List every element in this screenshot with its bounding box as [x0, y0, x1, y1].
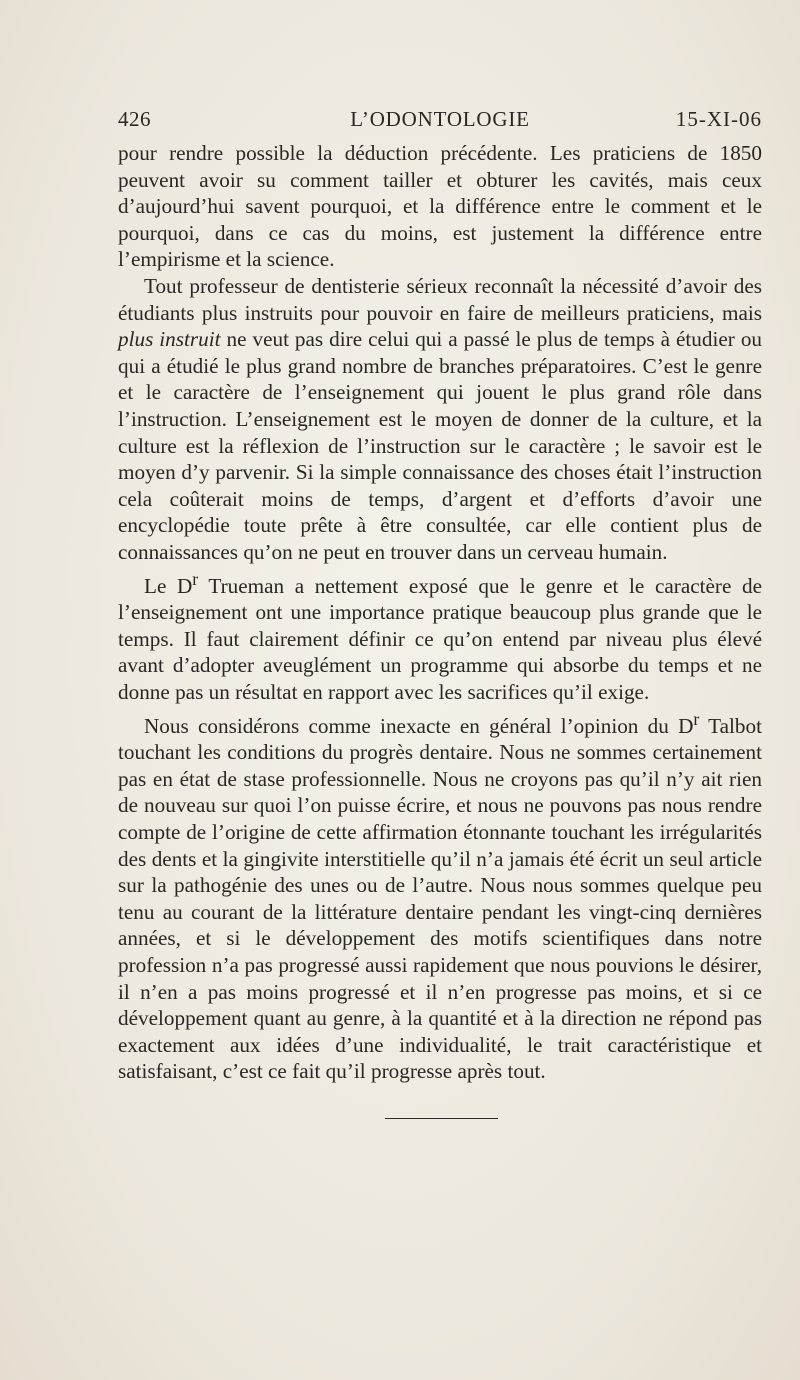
doctor-abbrev-sup: r: [192, 568, 199, 589]
paragraph-2-text-end: ne veut pas dire celui qui a passé le plus de temps à étudier ou qui a étudié le plus grand nombre de branches préparatoires. C’est le genre et le caractère de l’enseignement qui jouent le plus grand rôle dans l’instruction. L’enseignement est le moyen de donner de la culture, et la culture est la réflexion de l’instruction sur le caractère ; le savoir est le moyen d’y parvenir. Si la simple connaissance des choses était l’instruction cela coûterait moins de temps, d’argent et d’efforts d’avoir une encyclopédie toute prête à être consultée, car elle contient plus de connaissances qu’on ne peut en trouver dans un cerveau humain.: [118, 327, 763, 564]
running-header: [118, 104, 762, 134]
paragraph-4-text-end: Talbot touchant les conditions du progrès dentaire. Nous ne sommes certainement pas en état de stase professionnelle. Nous ne croyons pas qu’il n’y ait rien de nouveau sur quoi l’on puisse écrire, et nous ne pouvons pas nous rendre compte de l’origine de cette affirmation étonnante touchant les irrégularités des dents et la gingivite interstitielle qu’il n’a jamais été écrit un seul article sur la pathogénie des unes ou de l’autre. Nous nous sommes quelque peu tenu au courant de la littérature dentaire pendant les vingt-cinq dernières années, et si le développement des motifs scientifiques dans notre profession n’a pas progressé aussi rapidement que nous pouvions le désirer, il n’en a pas moins progressé et il n’en progresse pas moins, et si ce développement quant au genre, à la quantité et à la direction ne répond pas exactement aux idées d’une individualité, le trait caractéristique et satisfaisant, c’est ce fait qu’il progresse après tout.: [118, 713, 762, 1084]
paragraph-3: [118, 566, 762, 706]
paragraph-3-text-start: Le D: [144, 573, 193, 598]
emphasis-plus-instruit: plus instruit: [118, 327, 221, 352]
section-end-rule: [385, 1118, 498, 1119]
journal-title: L’ODONTOLOGIE: [350, 107, 530, 131]
paragraph-4-text-start: Nous considérons comme inexacte en général l’opinion du D: [144, 713, 694, 738]
doctor-abbrev-sup: r: [693, 708, 700, 729]
issue-date: 15-XI-06: [675, 107, 762, 131]
page-number: 426: [118, 107, 151, 131]
paragraph-2-text-start: Tout professeur de dentisterie sérieux reconnaît la nécessité d’avoir des étudiants plus instruits pour pouvoir en faire de meilleurs praticiens, mais: [118, 273, 762, 325]
paragraph-4: [118, 706, 762, 1085]
paragraph-2: [118, 273, 762, 566]
paragraph-3-text-end: Trueman a nettement exposé que le genre et le caractère de l’enseignement ont une importance pratique beaucoup plus grande que le temps. Il faut clairement définir ce qu’on entend par niveau plus élevé avant d’adopter aveuglément un programme qui absorbe du temps et ne donne pas un résultat en rapport avec les sacrifices qu’il exige.: [118, 573, 762, 704]
paragraph-1: pour rendre possible la déduction précédente. Les praticiens de 1850 peuvent avoir su comment tailler et obturer les cavités, mais ceux d’aujourd’hui savent pourquoi, et la différence entre le comment et le pourquoi, dans ce cas du moins, est justement la différence entre l’empirisme et la science.: [118, 141, 762, 272]
article-body: [118, 140, 762, 1085]
